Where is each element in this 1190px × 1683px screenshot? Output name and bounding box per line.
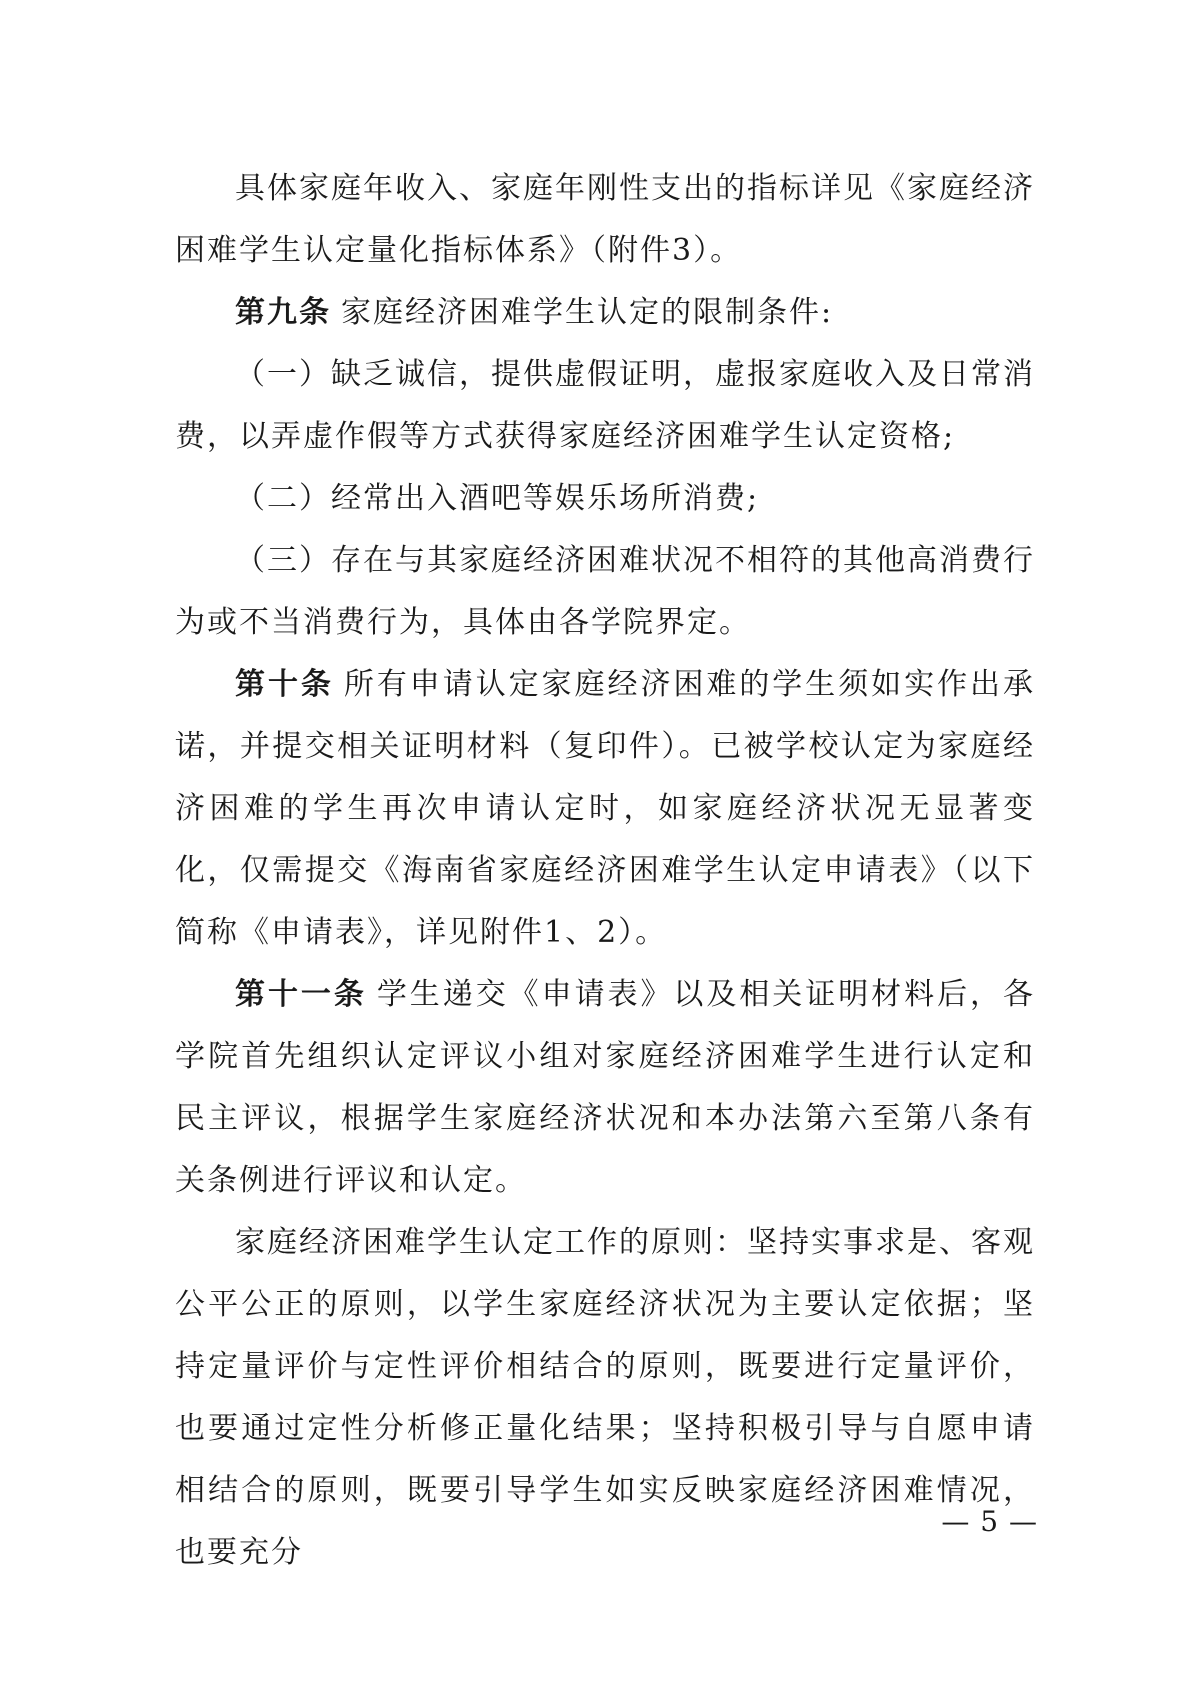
article-heading: 第十一条	[235, 977, 367, 1012]
paragraph-text: 具体家庭年收入、家庭年刚性支出的指标详见《家庭经济困难学生认定量化指标体系》（附件3）。	[175, 171, 1035, 268]
article-9	[175, 282, 1035, 344]
paragraph-text: 家庭经济困难学生认定的限制条件:	[341, 295, 834, 330]
paragraph-text: （一）缺乏诚信，提供虚假证明，虚报家庭收入及日常消费，以弄虚作假等方式获得家庭经济困难学生认定资格;	[175, 357, 1035, 454]
article-heading: 第十条	[235, 667, 334, 702]
article-heading: 第九条	[235, 295, 331, 330]
document-body	[175, 158, 1035, 1584]
principles-paragraph	[175, 1212, 1035, 1584]
article-10	[175, 654, 1035, 964]
paragraph-text: 学生递交《申请表》以及相关证明材料后，各学院首先组织认定评议小组对家庭经济困难学生进行认定和民主评议，根据学生家庭经济状况和本办法第六至第八条有关条例进行评议和认定。	[175, 977, 1036, 1198]
page-number: — 5 —	[941, 1505, 1038, 1538]
article-11	[175, 964, 1035, 1212]
paragraph-indicator-reference	[175, 158, 1035, 282]
paragraph-text: 所有申请认定家庭经济困难的学生须如实作出承诺，并提交相关证明材料（复印件）。已被学校认定为家庭经济困难的学生再次申请认定时，如家庭经济状况无显著变化，仅需提交《海南省家庭经济困难学生认定申请表》（以下简称《申请表》，详见附件1、2）。	[175, 667, 1036, 950]
article-9-item-2	[175, 468, 1035, 530]
article-9-item-1	[175, 344, 1035, 468]
article-9-item-3	[175, 530, 1035, 654]
paragraph-text: （三）存在与其家庭经济困难状况不相符的其他高消费行为或不当消费行为，具体由各学院界定。	[175, 543, 1035, 640]
paragraph-text: 家庭经济困难学生认定工作的原则：坚持实事求是、客观公平公正的原则，以学生家庭经济状况为主要认定依据；坚持定量评价与定性评价相结合的原则，既要进行定量评价，也要通过定性分析修正量化结果；坚持积极引导与自愿申请相结合的原则，既要引导学生如实反映家庭经济困难情况，也要充分	[175, 1225, 1035, 1570]
paragraph-text: （二）经常出入酒吧等娱乐场所消费;	[235, 481, 760, 516]
